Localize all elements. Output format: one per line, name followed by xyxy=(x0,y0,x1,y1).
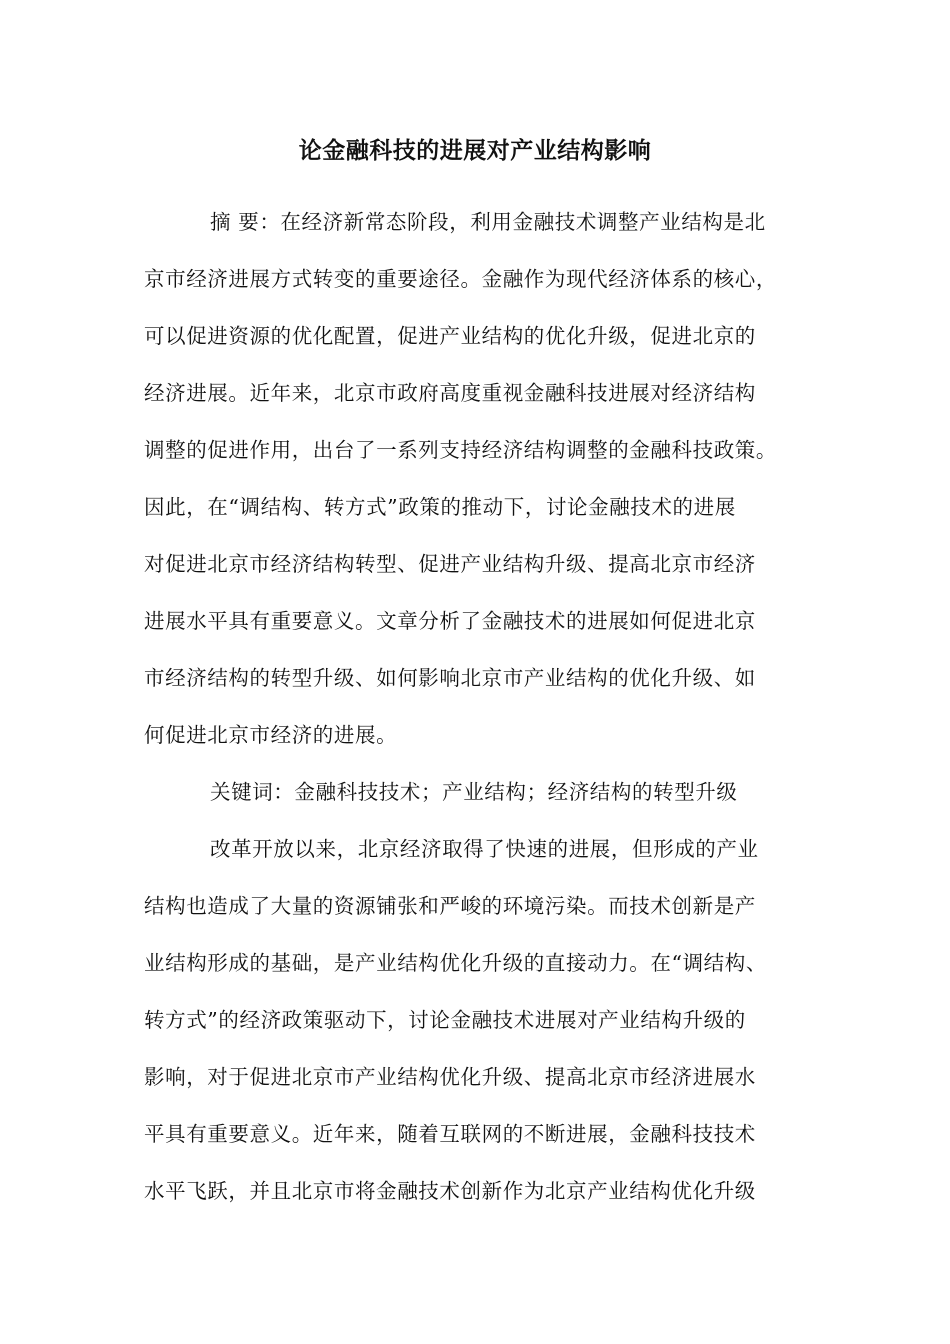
keywords-line: 关键词：金融科技技术；产业结构；经济结构的转型升级 xyxy=(210,780,738,804)
body-line-1: 改革开放以来，北京经济取得了快速的进展，但形成的产业 xyxy=(210,837,759,861)
abstract-line-9: 市经济结构的转型升级、如何影响北京市产业结构的优化升级、如 xyxy=(144,666,756,690)
abstract-line-4: 经济进展。近年来，北京市政府高度重视金融科技进展对经济结构 xyxy=(144,381,756,405)
abstract-line-8: 进展水平具有重要意义。文章分析了金融技术的进展如何促进北京 xyxy=(144,609,756,633)
abstract-line-2: 京市经济进展方式转变的重要途径。金融作为现代经济体系的核心， xyxy=(144,267,777,291)
body-line-3: 业结构形成的基础，是产业结构优化升级的直接动力。在“调结构、 xyxy=(144,951,767,975)
abstract-line-3: 可以促进资源的优化配置，促进产业结构的优化升级，促进北京的 xyxy=(144,324,756,348)
body-line-7: 水平飞跃，并且北京市将金融技术创新作为北京产业结构优化升级 xyxy=(144,1179,756,1203)
abstract-line-10: 何促进北京市经济的进展。 xyxy=(144,723,398,747)
abstract-line-7: 对促进北京市经济结构转型、促进产业结构升级、提高北京市经济 xyxy=(144,552,756,576)
body-line-5: 影响，对于促进北京市产业结构优化升级、提高北京市经济进展水 xyxy=(144,1065,756,1089)
document-body xyxy=(144,202,824,1228)
abstract-line-1: 摘 要：在经济新常态阶段，利用金融技术调整产业结构是北 xyxy=(210,210,766,234)
document-title: 论金融科技的进展对产业结构影响 xyxy=(298,138,652,164)
body-line-6: 平具有重要意义。近年来，随着互联网的不断进展，金融科技技术 xyxy=(144,1122,756,1146)
body-line-2: 结构也造成了大量的资源铺张和严峻的环境污染。而技术创新是产 xyxy=(144,894,756,918)
body-line-4: 转方式”的经济政策驱动下，讨论金融技术进展对产业结构升级的 xyxy=(144,1008,746,1032)
abstract-line-5: 调整的促进作用，出台了一系列支持经济结构调整的金融科技政策。 xyxy=(144,438,777,462)
abstract-line-6: 因此，在“调结构、转方式”政策的推动下，讨论金融技术的进展 xyxy=(144,495,736,519)
